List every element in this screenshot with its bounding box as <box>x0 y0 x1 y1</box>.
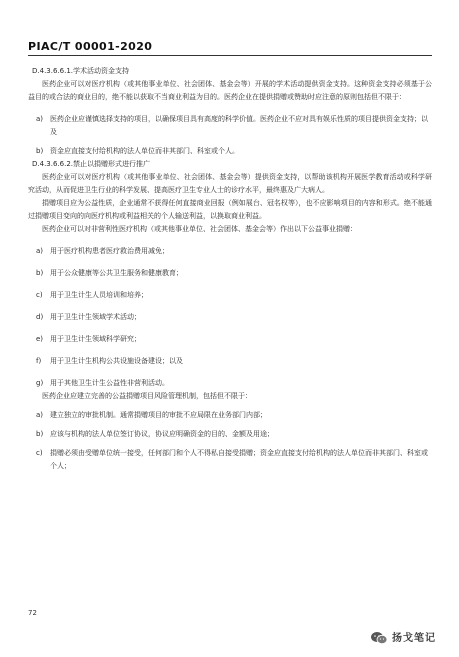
list <box>28 113 432 158</box>
section-heading: D.4.3.6.6.1.学术活动资金支持 <box>32 67 130 75</box>
list-item-text: 捐赠必须由受赠单位统一接受，任何部门和个人不得私自接受捐赠；资金应直接支付给机构的法人单位而非其部门、科室或个人； <box>50 449 428 470</box>
list-item <box>28 113 432 139</box>
wechat-icon <box>370 630 388 644</box>
list-item-text: 医药企业应谨慎选择支持的项目，以确保项目具有高度的科学价值。医药企业不应对具有娱乐性质的项目提供资金支持；以及 <box>50 115 428 136</box>
list-item-text: 用于卫生计生领域学术活动； <box>50 313 141 321</box>
paragraph: 医药企业可以对医疗机构（或其他事业单位、社会团体、基金会等）开展的学术活动提供资金支持。这种资金支持必须基于公益目的或合法的商业目的，绝不能以获取不当商业利益为目的。医药企业在提供捐赠或赞助时应注意的原则包括但不限于： <box>28 80 432 101</box>
list-item-text: 应该与机构的法人单位签订协议，协议应明确资金的目的、金额及用途； <box>50 430 274 438</box>
document-body <box>28 65 432 473</box>
list-marker: b) <box>36 147 44 155</box>
list-item <box>28 355 432 368</box>
list-marker: a) <box>36 115 44 123</box>
watermark <box>370 629 436 644</box>
list <box>28 245 432 390</box>
list-item <box>28 377 432 390</box>
list-item-text: 用于医疗机构患者医疗救治费用减免； <box>50 247 169 255</box>
list-item-text: 用于其他卫生计生公益性非营利活动。 <box>50 379 169 387</box>
list-item <box>28 245 432 258</box>
list-marker: a) <box>36 247 44 255</box>
list-item <box>28 428 432 441</box>
list-item <box>28 267 432 280</box>
list-item-text: 建立独立的审批机制。通常捐赠项目的审批不应局限在业务部门内部； <box>50 411 267 419</box>
list-marker: f) <box>36 357 42 365</box>
list-item-text: 用于公众健康等公共卫生服务和健康教育； <box>50 269 183 277</box>
list-item <box>28 311 432 324</box>
paragraph: 医药企业可以对医疗机构（或其他事业单位、社会团体、基金会等）提供资金支持，以帮助该机构开展医学教育活动或科学研究活动，从而促进卫生行业的科学发展、提高医疗卫生专业人士的诊疗水平，最终惠及广大病人。 <box>28 173 432 194</box>
list-item-text: 用于卫生计生机构公共设施设备建设；以及 <box>50 357 183 365</box>
list-marker: a) <box>36 411 44 419</box>
document-header: PIAC/T 00001-2020 <box>28 40 153 53</box>
page-number: 72 <box>28 609 37 617</box>
list-marker: g) <box>36 379 44 387</box>
list <box>28 409 432 473</box>
paragraph: 医药企业应建立完善的公益捐赠项目风险管理机制，包括但不限于： <box>42 392 252 400</box>
list-item <box>28 289 432 302</box>
list-marker: c) <box>36 291 43 299</box>
list-marker: c) <box>36 449 43 457</box>
paragraph: 医药企业可以对非营利性医疗机构（或其他事业单位、社会团体、基金会等）作出以下公益事业捐赠： <box>42 225 357 233</box>
list-marker: d) <box>36 313 44 321</box>
list-item <box>28 409 432 422</box>
list-item <box>28 145 432 158</box>
paragraph: 捐赠项目应为公益性质，企业通常不获得任何直接商业回报（例如展台、冠名权等），也不应影响项目的内容和形式。绝不能通过捐赠项目变向的向医疗机构或利益相关的个人输送利益，以换取商业利益。 <box>28 199 432 220</box>
watermark-label: 扬戈笔记 <box>392 633 436 644</box>
list-item <box>28 447 432 473</box>
list-item-text: 用于卫生计生人员培训和培养； <box>50 291 148 299</box>
list-item <box>28 333 432 346</box>
section-heading: D.4.3.6.6.2.禁止以捐赠形式进行推广 <box>32 160 151 168</box>
list-item-text: 用于卫生计生领域科学研究； <box>50 335 141 343</box>
list-marker: b) <box>36 430 44 438</box>
list-marker: b) <box>36 269 44 277</box>
list-item-text: 资金应直接支付给机构的法人单位而非其部门、科室或个人。 <box>50 147 239 155</box>
header-rule <box>28 55 432 56</box>
list-marker: e) <box>36 335 44 343</box>
